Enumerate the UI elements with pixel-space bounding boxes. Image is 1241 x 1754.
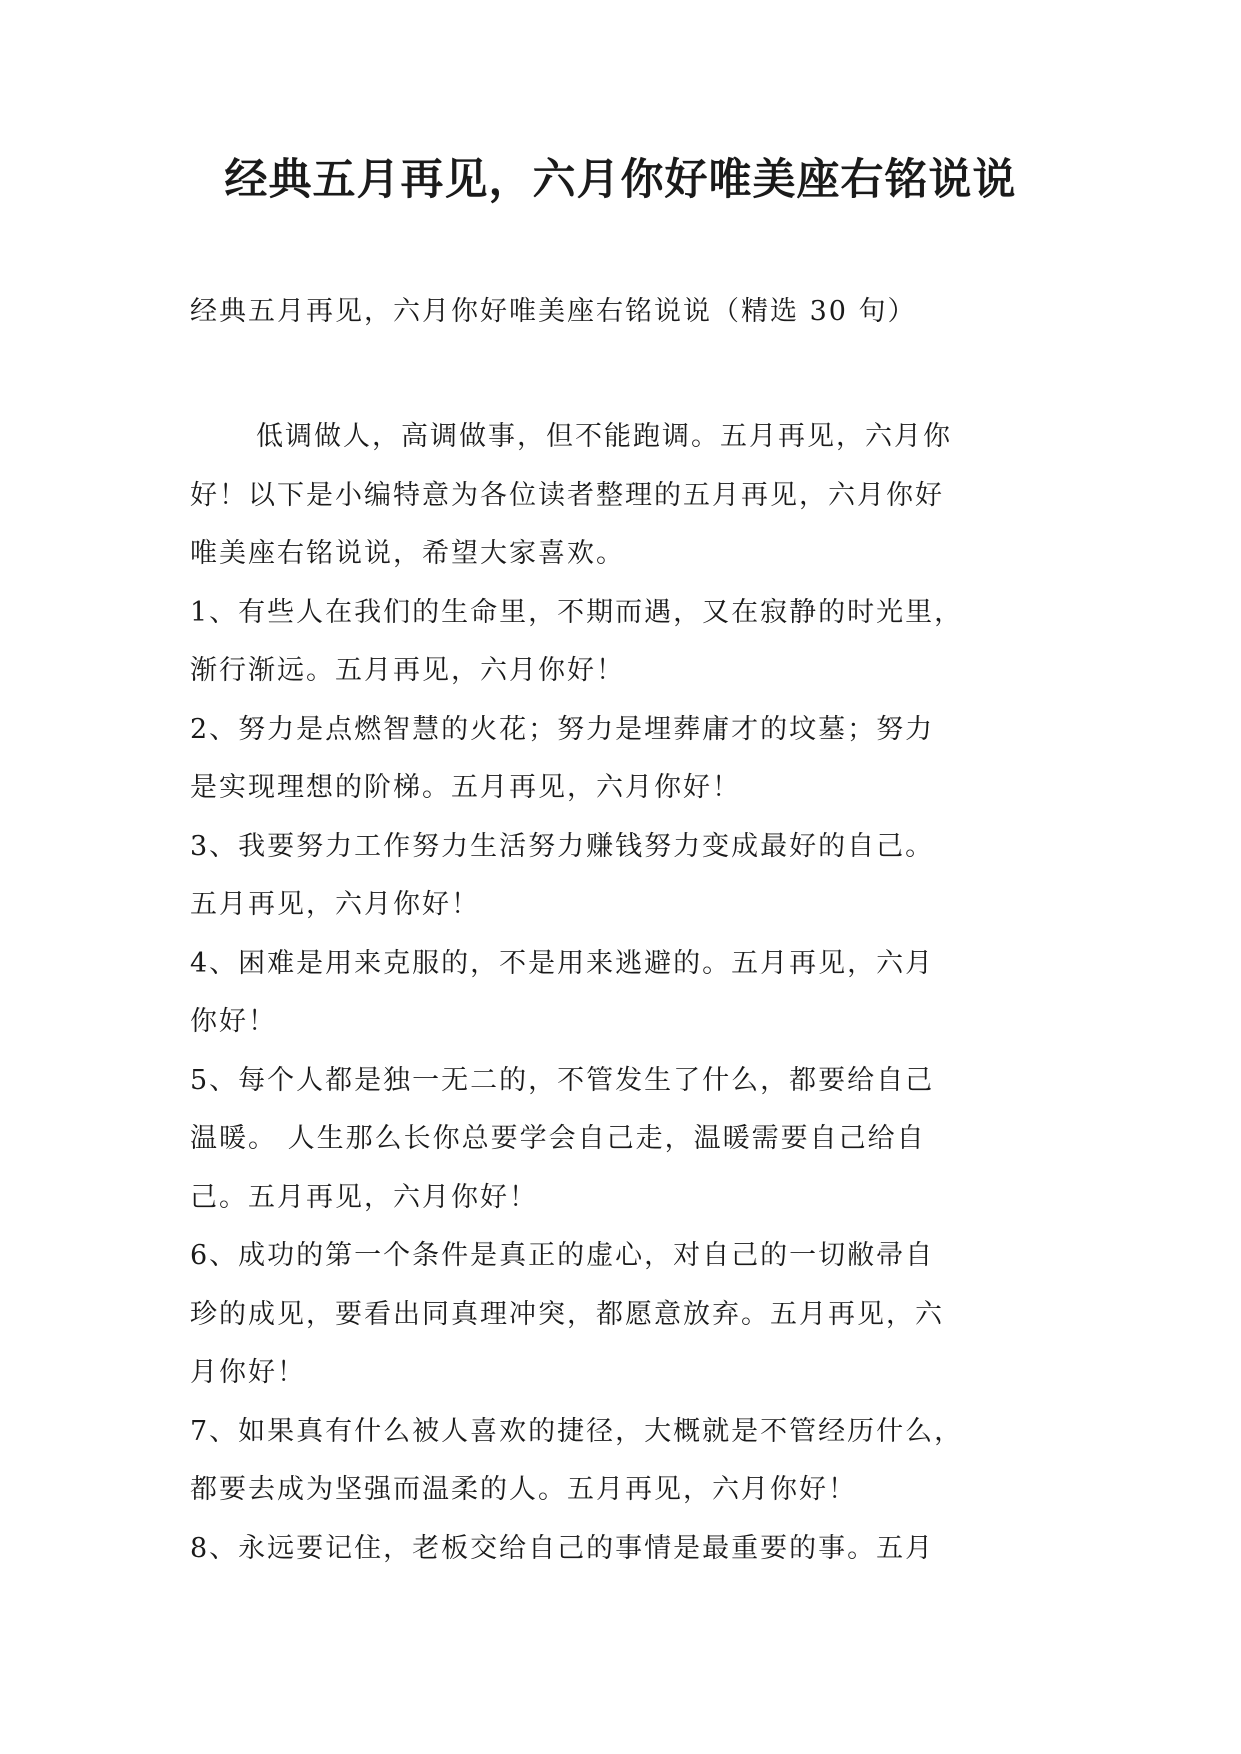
item-line: 6、成功的第一个条件是真正的虚心，对自己的一切敝帚自 xyxy=(190,1240,935,1271)
item-line: 2、努力是点燃智慧的火花；努力是埋葬庸才的坟墓；努力 xyxy=(190,713,935,745)
intro-line: 好！以下是小编特意为各位读者整理的五月再见，六月你好 xyxy=(190,479,944,511)
item-line: 月你好！ xyxy=(190,1357,306,1388)
intro-line: 唯美座右铭说说，希望大家喜欢。 xyxy=(190,538,625,569)
document-body xyxy=(190,408,1070,1578)
item-line: 都要去成为坚强而温柔的人。五月再见，六月你好！ xyxy=(190,1474,857,1505)
item-line: 8、永远要记住，老板交给自己的事情是最重要的事。五月 xyxy=(190,1532,935,1564)
item-line: 你好！ xyxy=(190,1006,277,1037)
item-line: 己。五月再见，六月你好！ xyxy=(190,1181,538,1213)
item-line: 7、如果真有什么被人喜欢的捷径，大概就是不管经历什么， xyxy=(190,1415,964,1447)
page-title: 经典五月再见，六月你好唯美座右铭说说 xyxy=(224,155,1017,205)
item-line: 温暖。 人生那么长你总要学会自己走，温暖需要自己给自 xyxy=(190,1123,926,1154)
item-line: 1、有些人在我们的生命里，不期而遇，又在寂静的时光里， xyxy=(190,596,964,628)
item-line: 五月再见，六月你好！ xyxy=(190,889,480,920)
item-line: 4、困难是用来克服的，不是用来逃避的。五月再见，六月 xyxy=(190,947,935,979)
item-line: 渐行渐远。五月再见，六月你好！ xyxy=(190,655,625,686)
intro-line: 低调做人，高调做事，但不能跑调。五月再见，六月你 xyxy=(256,421,952,452)
document-subtitle: 经典五月再见，六月你好唯美座右铭说说（精选 30 句） xyxy=(190,296,917,327)
item-line: 5、每个人都是独一无二的，不管发生了什么，都要给自己 xyxy=(190,1064,935,1096)
item-line: 是实现理想的阶梯。五月再见，六月你好！ xyxy=(190,772,741,803)
item-line: 3、我要努力工作努力生活努力赚钱努力变成最好的自己。 xyxy=(190,830,935,862)
item-line: 珍的成见，要看出同真理冲突，都愿意放弃。五月再见，六 xyxy=(190,1298,944,1330)
